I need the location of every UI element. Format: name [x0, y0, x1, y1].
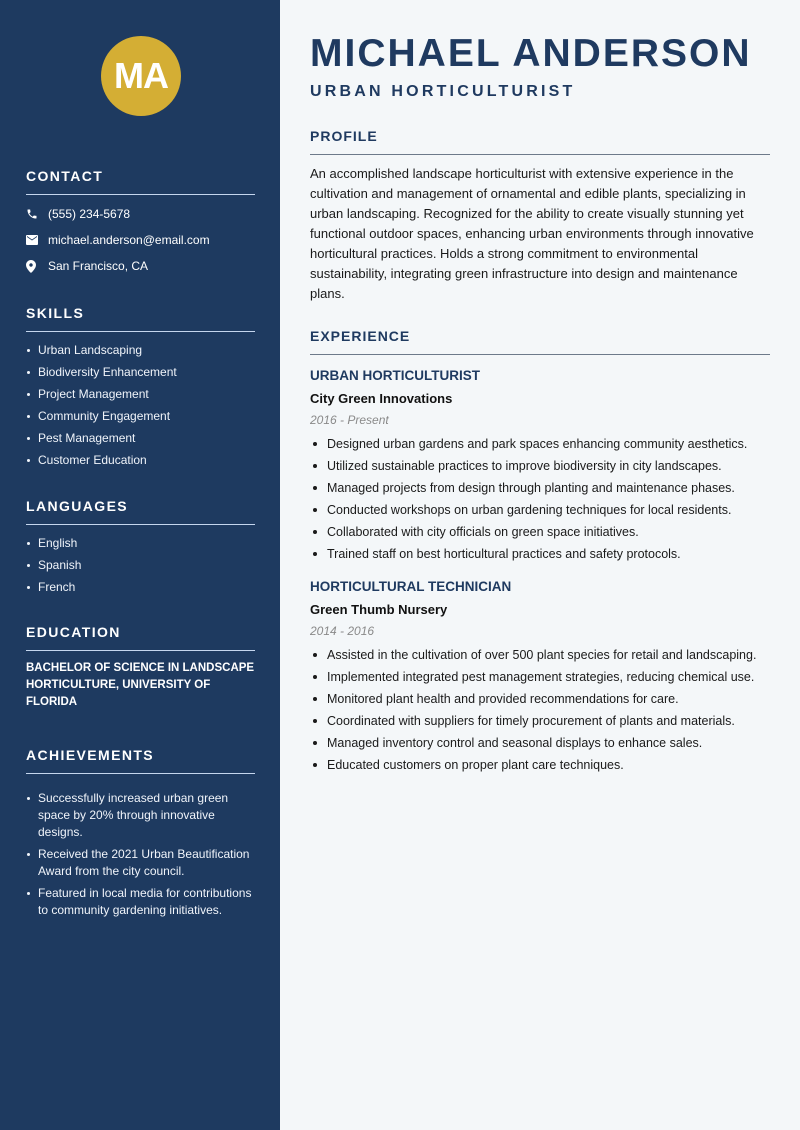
section-divider: [26, 331, 255, 332]
job-bullet: Utilized sustainable practices to improve biodiversity in city landscapes.: [310, 455, 770, 477]
language-item: English: [26, 535, 255, 557]
contact-location-text: San Francisco, CA: [48, 259, 149, 273]
job-entry: [310, 368, 770, 565]
languages-list: [26, 535, 255, 601]
skill-item: Project Management: [26, 386, 255, 408]
job-bullet: Educated customers on proper plant care techniques.: [310, 754, 770, 776]
section-divider: [26, 194, 255, 195]
job-bullets: [310, 433, 770, 565]
experience-heading: EXPERIENCE: [310, 328, 411, 344]
section-divider: [26, 773, 255, 774]
languages-heading: LANGUAGES: [26, 498, 129, 514]
job-dates: 2014 - 2016: [310, 624, 375, 638]
skill-item: Biodiversity Enhancement: [26, 364, 255, 386]
achievements-list: [26, 790, 255, 919]
contact-phone-text: (555) 234-5678: [48, 207, 131, 221]
job-bullet: Trained staff on best horticultural practices and safety protocols.: [310, 543, 770, 565]
languages-section: [26, 498, 255, 601]
job-entry: [310, 579, 770, 776]
achievements-heading: ACHIEVEMENTS: [26, 747, 155, 763]
job-bullet: Implemented integrated pest management strategies, reducing chemical use.: [310, 666, 770, 688]
job-bullet: Managed inventory control and seasonal displays to enhance sales.: [310, 732, 770, 754]
profile-section: [310, 128, 770, 304]
contact-location: [26, 253, 255, 279]
section-divider: [26, 524, 255, 525]
skill-item: Pest Management: [26, 430, 255, 452]
contact-email-text: michael.anderson@email.com: [48, 233, 210, 247]
contact-heading: CONTACT: [26, 168, 104, 184]
achievement-item: Featured in local media for contributions to community gardening initiatives.: [26, 885, 255, 919]
email-icon: [26, 235, 48, 245]
job-bullet: Conducted workshops on urban gardening techniques for local residents.: [310, 499, 770, 521]
job-title: URBAN HORTICULTURIST: [310, 368, 480, 383]
sidebar: [0, 0, 280, 1130]
job-bullet: Designed urban gardens and park spaces enhancing community aesthetics.: [310, 433, 770, 455]
candidate-name: MICHAEL ANDERSON: [310, 32, 752, 75]
job-title: HORTICULTURAL TECHNICIAN: [310, 579, 512, 594]
achievements-section: [26, 747, 255, 924]
section-divider: [26, 650, 255, 651]
language-item: French: [26, 579, 255, 601]
skills-heading: SKILLS: [26, 305, 85, 321]
profile-summary: An accomplished landscape horticulturist with extensive experience in the cultivation and management of ornamental and edible plants, specializing in urban landscaping. Recognized for the ability to create visually stunning yet functional outdoor spaces, enhancing urban environments through innovative horticultural practices. Holds a strong commitment to environmental sustainability, integrating green infrastructure into design and maintenance plans.: [310, 166, 754, 301]
avatar-initials: MA: [114, 55, 168, 96]
profile-heading: PROFILE: [310, 128, 378, 144]
skills-section: [26, 305, 255, 474]
job-bullet: Monitored plant health and provided recommendations for care.: [310, 688, 770, 710]
phone-icon: [26, 208, 48, 220]
job-bullet: Managed projects from design through planting and maintenance phases.: [310, 477, 770, 499]
job-bullet: Assisted in the cultivation of over 500 plant species for retail and landscaping.: [310, 644, 770, 666]
contact-email[interactable]: [26, 227, 255, 253]
job-bullets: [310, 644, 770, 776]
skills-list: [26, 342, 255, 474]
contact-section: [26, 168, 255, 279]
avatar: [101, 36, 181, 116]
education-degree: BACHELOR OF SCIENCE IN LANDSCAPE HORTICULTURE, UNIVERSITY OF FLORIDA: [26, 662, 255, 708]
achievement-item: Successfully increased urban green space by 20% through innovative designs.: [26, 790, 255, 841]
section-divider: [310, 154, 770, 155]
education-section: [26, 624, 255, 711]
location-pin-icon: [26, 260, 48, 273]
skill-item: Urban Landscaping: [26, 342, 255, 364]
job-dates: 2016 - Present: [310, 413, 389, 427]
candidate-title: URBAN HORTICULTURIST: [310, 83, 576, 100]
education-heading: EDUCATION: [26, 624, 121, 640]
contact-phone[interactable]: [26, 201, 255, 227]
skill-item: Community Engagement: [26, 408, 255, 430]
experience-section: [310, 328, 770, 776]
job-company: Green Thumb Nursery: [310, 602, 448, 617]
job-bullet: Collaborated with city officials on green space initiatives.: [310, 521, 770, 543]
job-bullet: Coordinated with suppliers for timely procurement of plants and materials.: [310, 710, 770, 732]
language-item: Spanish: [26, 557, 255, 579]
section-divider: [310, 354, 770, 355]
job-company: City Green Innovations: [310, 391, 453, 406]
skill-item: Customer Education: [26, 452, 255, 474]
achievement-item: Received the 2021 Urban Beautification Award from the city council.: [26, 846, 255, 880]
